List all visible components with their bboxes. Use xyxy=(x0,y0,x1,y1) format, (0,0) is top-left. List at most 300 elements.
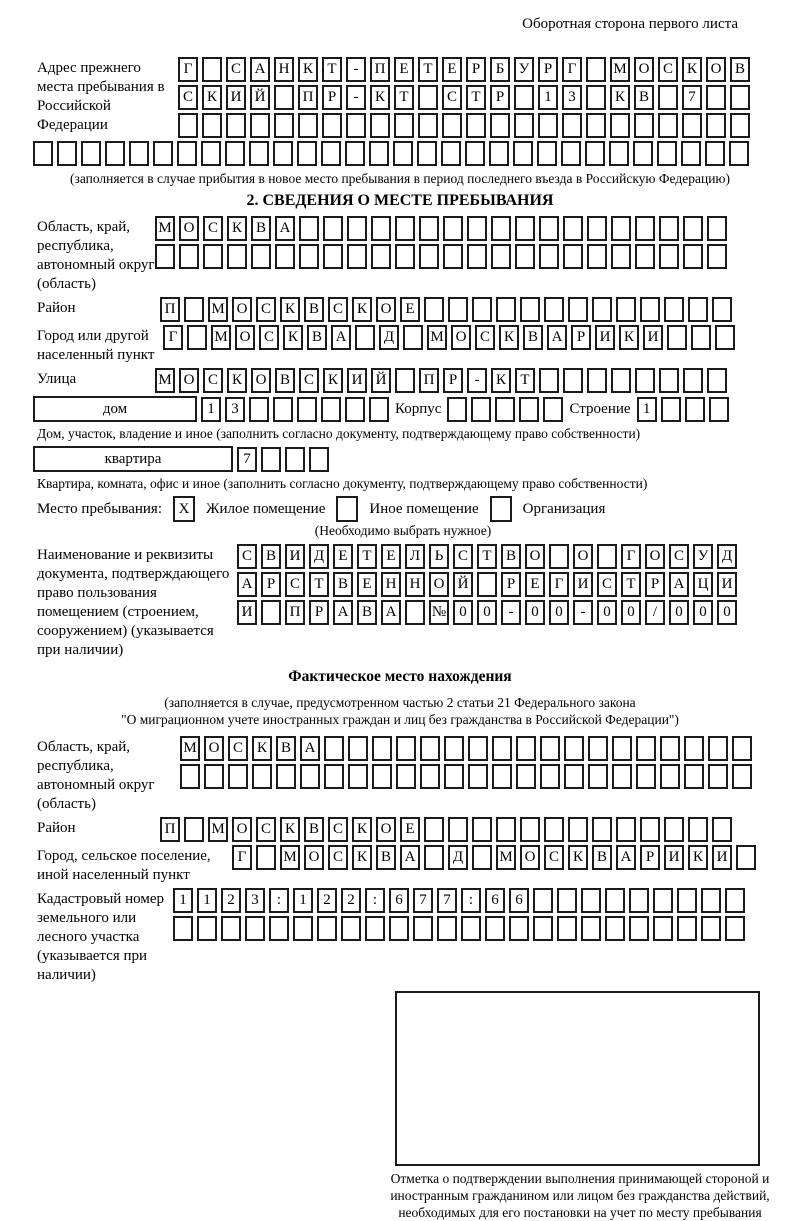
form-cell[interactable] xyxy=(442,113,462,138)
form-cell[interactable]: С xyxy=(453,544,473,569)
form-cell[interactable] xyxy=(444,764,464,789)
form-cell[interactable]: А xyxy=(669,572,689,597)
form-cell[interactable]: Е xyxy=(400,297,420,322)
form-cell[interactable]: С xyxy=(203,216,223,241)
form-cell[interactable] xyxy=(322,113,342,138)
form-cell[interactable]: 6 xyxy=(509,888,529,913)
form-cell[interactable] xyxy=(300,764,320,789)
form-cell[interactable]: Р xyxy=(571,325,591,350)
form-cell[interactable] xyxy=(321,397,341,422)
form-cell[interactable] xyxy=(730,113,750,138)
form-cell[interactable]: 7 xyxy=(413,888,433,913)
form-cell[interactable] xyxy=(129,141,149,166)
form-cell[interactable] xyxy=(261,447,281,472)
form-cell[interactable]: О xyxy=(304,845,324,870)
form-cell[interactable]: : xyxy=(269,888,289,913)
form-cell[interactable] xyxy=(660,764,680,789)
form-cell[interactable] xyxy=(405,600,425,625)
form-cell[interactable]: М xyxy=(155,216,175,241)
form-cell[interactable]: 2 xyxy=(221,888,241,913)
form-cell[interactable] xyxy=(611,244,631,269)
form-cell[interactable] xyxy=(369,397,389,422)
form-cell[interactable]: П xyxy=(298,85,318,110)
form-cell[interactable]: Т xyxy=(418,57,438,82)
form-cell[interactable]: : xyxy=(365,888,385,913)
form-cell[interactable] xyxy=(658,113,678,138)
form-cell[interactable]: С xyxy=(475,325,495,350)
form-cell[interactable]: О xyxy=(204,736,224,761)
form-cell[interactable]: В xyxy=(307,325,327,350)
form-cell[interactable] xyxy=(682,113,702,138)
form-cell[interactable] xyxy=(444,736,464,761)
form-cell[interactable]: С xyxy=(178,85,198,110)
form-cell[interactable]: 0 xyxy=(621,600,641,625)
form-cell[interactable] xyxy=(420,764,440,789)
form-cell[interactable]: М xyxy=(208,817,228,842)
checkbox-other-premises[interactable] xyxy=(336,496,358,522)
form-cell[interactable]: 1 xyxy=(201,397,221,422)
form-cell[interactable] xyxy=(221,916,241,941)
form-cell[interactable]: 1 xyxy=(293,888,313,913)
form-cell[interactable]: О xyxy=(645,544,665,569)
form-cell[interactable] xyxy=(173,916,193,941)
form-cell[interactable] xyxy=(557,888,577,913)
form-cell[interactable] xyxy=(201,141,221,166)
form-cell[interactable]: О xyxy=(520,845,540,870)
form-cell[interactable]: П xyxy=(160,817,180,842)
form-cell[interactable]: К xyxy=(227,216,247,241)
form-cell[interactable]: В xyxy=(304,297,324,322)
form-cell[interactable]: О xyxy=(573,544,593,569)
form-cell[interactable] xyxy=(557,916,577,941)
form-cell[interactable]: Б xyxy=(490,57,510,82)
form-cell[interactable] xyxy=(660,736,680,761)
form-cell[interactable] xyxy=(485,916,505,941)
form-cell[interactable] xyxy=(629,916,649,941)
form-cell[interactable] xyxy=(495,397,515,422)
form-cell[interactable]: С xyxy=(328,817,348,842)
form-cell[interactable] xyxy=(297,397,317,422)
form-cell[interactable] xyxy=(612,764,632,789)
form-cell[interactable] xyxy=(653,888,673,913)
form-cell[interactable] xyxy=(707,244,727,269)
form-cell[interactable]: К xyxy=(252,736,272,761)
form-cell[interactable] xyxy=(605,888,625,913)
form-cell[interactable] xyxy=(564,736,584,761)
form-cell[interactable] xyxy=(187,325,207,350)
form-cell[interactable]: 0 xyxy=(453,600,473,625)
form-cell[interactable] xyxy=(715,325,735,350)
form-cell[interactable] xyxy=(659,244,679,269)
form-cell[interactable] xyxy=(563,216,583,241)
form-cell[interactable] xyxy=(684,736,704,761)
form-cell[interactable]: А xyxy=(331,325,351,350)
form-cell[interactable] xyxy=(729,141,749,166)
form-cell[interactable] xyxy=(659,368,679,393)
form-cell[interactable] xyxy=(155,244,175,269)
form-cell[interactable] xyxy=(347,244,367,269)
form-cell[interactable] xyxy=(202,57,222,82)
form-cell[interactable]: С xyxy=(669,544,689,569)
form-cell[interactable] xyxy=(275,244,295,269)
form-cell[interactable]: К xyxy=(283,325,303,350)
form-cell[interactable] xyxy=(324,736,344,761)
form-cell[interactable] xyxy=(348,736,368,761)
form-cell[interactable] xyxy=(341,916,361,941)
form-cell[interactable]: С xyxy=(442,85,462,110)
form-cell[interactable] xyxy=(418,85,438,110)
form-cell[interactable] xyxy=(293,916,313,941)
form-cell[interactable] xyxy=(269,916,289,941)
form-cell[interactable] xyxy=(564,764,584,789)
form-cell[interactable]: А xyxy=(333,600,353,625)
form-cell[interactable] xyxy=(653,916,673,941)
form-cell[interactable]: Д xyxy=(309,544,329,569)
form-cell[interactable] xyxy=(563,244,583,269)
form-cell[interactable] xyxy=(323,216,343,241)
form-cell[interactable] xyxy=(537,141,557,166)
form-cell[interactable] xyxy=(581,888,601,913)
form-cell[interactable] xyxy=(677,888,697,913)
form-cell[interactable] xyxy=(371,244,391,269)
form-cell[interactable] xyxy=(252,764,272,789)
form-cell[interactable] xyxy=(203,244,223,269)
form-cell[interactable]: 7 xyxy=(682,85,702,110)
form-cell[interactable] xyxy=(468,736,488,761)
form-cell[interactable] xyxy=(701,888,721,913)
checkbox-residential[interactable]: X xyxy=(173,496,195,522)
form-cell[interactable]: 1 xyxy=(538,85,558,110)
form-cell[interactable] xyxy=(515,244,535,269)
form-cell[interactable]: Т xyxy=(515,368,535,393)
form-cell[interactable] xyxy=(324,764,344,789)
form-cell[interactable] xyxy=(443,244,463,269)
form-cell[interactable] xyxy=(725,916,745,941)
form-cell[interactable]: Е xyxy=(357,572,377,597)
form-cell[interactable] xyxy=(683,244,703,269)
form-cell[interactable] xyxy=(285,447,305,472)
form-cell[interactable]: С xyxy=(259,325,279,350)
form-cell[interactable]: С xyxy=(328,297,348,322)
form-cell[interactable]: К xyxy=(610,85,630,110)
form-cell[interactable] xyxy=(227,244,247,269)
form-cell[interactable] xyxy=(587,216,607,241)
form-cell[interactable] xyxy=(448,297,468,322)
form-cell[interactable] xyxy=(616,817,636,842)
form-cell[interactable] xyxy=(273,141,293,166)
form-cell[interactable]: П xyxy=(160,297,180,322)
form-cell[interactable]: 7 xyxy=(437,888,457,913)
form-cell[interactable]: И xyxy=(285,544,305,569)
form-cell[interactable] xyxy=(540,736,560,761)
form-cell[interactable] xyxy=(519,397,539,422)
form-cell[interactable]: А xyxy=(381,600,401,625)
form-cell[interactable] xyxy=(605,916,625,941)
form-cell[interactable]: - xyxy=(501,600,521,625)
form-cell[interactable] xyxy=(707,368,727,393)
form-cell[interactable] xyxy=(418,113,438,138)
form-cell[interactable]: 0 xyxy=(477,600,497,625)
form-cell[interactable]: К xyxy=(323,368,343,393)
form-cell[interactable] xyxy=(490,113,510,138)
form-cell[interactable]: 7 xyxy=(237,447,257,472)
form-cell[interactable] xyxy=(544,817,564,842)
form-cell[interactable] xyxy=(447,397,467,422)
form-cell[interactable] xyxy=(461,916,481,941)
form-cell[interactable]: С xyxy=(256,297,276,322)
form-cell[interactable]: О xyxy=(251,368,271,393)
form-cell[interactable] xyxy=(437,916,457,941)
form-cell[interactable]: Р xyxy=(490,85,510,110)
form-cell[interactable] xyxy=(420,736,440,761)
form-cell[interactable] xyxy=(372,764,392,789)
form-cell[interactable] xyxy=(592,297,612,322)
form-cell[interactable]: К xyxy=(227,368,247,393)
form-cell[interactable]: К xyxy=(682,57,702,82)
form-cell[interactable]: - xyxy=(467,368,487,393)
form-cell[interactable]: И xyxy=(664,845,684,870)
form-cell[interactable] xyxy=(317,916,337,941)
form-cell[interactable] xyxy=(394,113,414,138)
form-cell[interactable] xyxy=(664,817,684,842)
form-cell[interactable] xyxy=(683,368,703,393)
form-cell[interactable] xyxy=(563,368,583,393)
form-cell[interactable]: - xyxy=(573,600,593,625)
form-cell[interactable] xyxy=(586,85,606,110)
form-cell[interactable]: О xyxy=(429,572,449,597)
form-cell[interactable]: Г xyxy=(178,57,198,82)
form-cell[interactable] xyxy=(538,113,558,138)
form-cell[interactable]: В xyxy=(261,544,281,569)
form-cell[interactable]: К xyxy=(202,85,222,110)
form-cell[interactable] xyxy=(635,244,655,269)
form-cell[interactable]: 3 xyxy=(225,397,245,422)
form-cell[interactable] xyxy=(424,297,444,322)
form-cell[interactable]: К xyxy=(352,817,372,842)
form-cell[interactable]: - xyxy=(346,85,366,110)
form-cell[interactable] xyxy=(496,297,516,322)
form-cell[interactable]: Р xyxy=(261,572,281,597)
form-cell[interactable] xyxy=(441,141,461,166)
form-cell[interactable] xyxy=(365,916,385,941)
form-cell[interactable] xyxy=(683,216,703,241)
form-cell[interactable] xyxy=(688,817,708,842)
form-cell[interactable] xyxy=(424,817,444,842)
form-cell[interactable]: 3 xyxy=(562,85,582,110)
form-cell[interactable]: В xyxy=(523,325,543,350)
form-cell[interactable]: И xyxy=(643,325,663,350)
form-cell[interactable] xyxy=(184,297,204,322)
form-cell[interactable] xyxy=(424,845,444,870)
form-cell[interactable]: У xyxy=(693,544,713,569)
form-cell[interactable]: Р xyxy=(466,57,486,82)
form-cell[interactable] xyxy=(395,244,415,269)
form-cell[interactable]: С xyxy=(237,544,257,569)
form-cell[interactable]: 6 xyxy=(389,888,409,913)
form-cell[interactable]: И xyxy=(347,368,367,393)
form-cell[interactable]: П xyxy=(285,600,305,625)
form-cell[interactable]: Д xyxy=(379,325,399,350)
form-cell[interactable] xyxy=(561,141,581,166)
form-cell[interactable]: - xyxy=(346,57,366,82)
form-cell[interactable] xyxy=(471,397,491,422)
form-cell[interactable] xyxy=(633,141,653,166)
form-cell[interactable] xyxy=(309,447,329,472)
form-cell[interactable]: Г xyxy=(621,544,641,569)
form-cell[interactable] xyxy=(396,736,416,761)
form-cell[interactable] xyxy=(345,141,365,166)
form-cell[interactable] xyxy=(477,572,497,597)
form-cell[interactable] xyxy=(664,297,684,322)
form-cell[interactable] xyxy=(685,397,705,422)
form-cell[interactable] xyxy=(395,216,415,241)
form-cell[interactable] xyxy=(348,764,368,789)
form-cell[interactable]: Е xyxy=(525,572,545,597)
form-cell[interactable]: Й xyxy=(453,572,473,597)
form-cell[interactable]: К xyxy=(280,297,300,322)
form-cell[interactable]: Е xyxy=(333,544,353,569)
form-cell[interactable]: П xyxy=(419,368,439,393)
form-cell[interactable] xyxy=(403,325,423,350)
form-cell[interactable]: Р xyxy=(322,85,342,110)
form-cell[interactable] xyxy=(610,113,630,138)
form-cell[interactable]: Д xyxy=(717,544,737,569)
form-cell[interactable]: С xyxy=(226,57,246,82)
form-cell[interactable] xyxy=(611,216,631,241)
form-cell[interactable]: В xyxy=(376,845,396,870)
form-cell[interactable] xyxy=(472,297,492,322)
form-cell[interactable] xyxy=(515,216,535,241)
form-cell[interactable] xyxy=(396,764,416,789)
form-cell[interactable] xyxy=(256,845,276,870)
form-cell[interactable] xyxy=(179,244,199,269)
form-cell[interactable] xyxy=(597,544,617,569)
form-cell[interactable]: 0 xyxy=(597,600,617,625)
form-cell[interactable] xyxy=(180,764,200,789)
form-cell[interactable] xyxy=(245,916,265,941)
form-cell[interactable] xyxy=(609,141,629,166)
form-cell[interactable] xyxy=(658,85,678,110)
form-cell[interactable]: О xyxy=(232,817,252,842)
form-cell[interactable]: Ь xyxy=(429,544,449,569)
form-cell[interactable]: П xyxy=(370,57,390,82)
form-cell[interactable] xyxy=(395,368,415,393)
form-cell[interactable] xyxy=(226,113,246,138)
form-cell[interactable] xyxy=(568,297,588,322)
form-cell[interactable]: Т xyxy=(466,85,486,110)
form-cell[interactable]: В xyxy=(730,57,750,82)
form-cell[interactable] xyxy=(706,85,726,110)
form-cell[interactable] xyxy=(540,764,560,789)
form-cell[interactable] xyxy=(321,141,341,166)
form-cell[interactable]: Т xyxy=(309,572,329,597)
form-cell[interactable]: С xyxy=(256,817,276,842)
form-cell[interactable]: 3 xyxy=(245,888,265,913)
form-cell[interactable]: М xyxy=(427,325,447,350)
form-cell[interactable]: О xyxy=(451,325,471,350)
form-cell[interactable] xyxy=(616,297,636,322)
form-cell[interactable]: К xyxy=(298,57,318,82)
form-cell[interactable] xyxy=(712,817,732,842)
form-cell[interactable] xyxy=(491,244,511,269)
form-cell[interactable] xyxy=(389,916,409,941)
form-cell[interactable]: В xyxy=(251,216,271,241)
form-cell[interactable] xyxy=(251,244,271,269)
form-cell[interactable]: Н xyxy=(405,572,425,597)
form-cell[interactable] xyxy=(586,57,606,82)
form-cell[interactable]: Ц xyxy=(693,572,713,597)
form-cell[interactable] xyxy=(635,368,655,393)
form-cell[interactable] xyxy=(204,764,224,789)
form-cell[interactable]: М xyxy=(208,297,228,322)
form-cell[interactable]: О xyxy=(179,216,199,241)
form-cell[interactable]: К xyxy=(280,817,300,842)
form-cell[interactable] xyxy=(514,113,534,138)
form-cell[interactable]: Т xyxy=(394,85,414,110)
form-cell[interactable]: И xyxy=(573,572,593,597)
form-cell[interactable] xyxy=(588,764,608,789)
form-cell[interactable] xyxy=(225,141,245,166)
form-cell[interactable] xyxy=(688,297,708,322)
form-cell[interactable]: К xyxy=(352,297,372,322)
form-cell[interactable] xyxy=(492,736,512,761)
form-cell[interactable] xyxy=(299,216,319,241)
form-cell[interactable] xyxy=(184,817,204,842)
form-cell[interactable] xyxy=(489,141,509,166)
form-cell[interactable]: И xyxy=(712,845,732,870)
form-cell[interactable] xyxy=(636,736,656,761)
form-cell[interactable]: Д xyxy=(448,845,468,870)
form-cell[interactable] xyxy=(228,764,248,789)
form-cell[interactable] xyxy=(708,736,728,761)
form-cell[interactable] xyxy=(105,141,125,166)
form-cell[interactable] xyxy=(640,297,660,322)
form-cell[interactable] xyxy=(417,141,437,166)
form-cell[interactable]: О xyxy=(525,544,545,569)
form-cell[interactable]: 6 xyxy=(485,888,505,913)
form-cell[interactable] xyxy=(466,113,486,138)
form-cell[interactable] xyxy=(419,216,439,241)
form-cell[interactable] xyxy=(274,113,294,138)
form-cell[interactable]: : xyxy=(461,888,481,913)
form-cell[interactable]: Г xyxy=(163,325,183,350)
form-cell[interactable] xyxy=(539,216,559,241)
form-cell[interactable]: А xyxy=(400,845,420,870)
form-cell[interactable] xyxy=(298,113,318,138)
form-cell[interactable]: М xyxy=(610,57,630,82)
form-cell[interactable] xyxy=(197,916,217,941)
form-cell[interactable]: Т xyxy=(357,544,377,569)
form-cell[interactable] xyxy=(496,817,516,842)
form-cell[interactable]: Р xyxy=(309,600,329,625)
form-cell[interactable] xyxy=(346,113,366,138)
form-cell[interactable]: А xyxy=(237,572,257,597)
form-cell[interactable] xyxy=(299,244,319,269)
form-cell[interactable] xyxy=(684,764,704,789)
form-cell[interactable]: С xyxy=(299,368,319,393)
form-cell[interactable] xyxy=(691,325,711,350)
form-cell[interactable]: У xyxy=(514,57,534,82)
form-cell[interactable]: И xyxy=(717,572,737,597)
form-cell[interactable] xyxy=(513,141,533,166)
form-cell[interactable]: Г xyxy=(562,57,582,82)
form-cell[interactable]: 2 xyxy=(341,888,361,913)
form-cell[interactable]: Г xyxy=(232,845,252,870)
form-cell[interactable]: К xyxy=(499,325,519,350)
form-cell[interactable] xyxy=(586,113,606,138)
form-cell[interactable]: Й xyxy=(250,85,270,110)
form-cell[interactable]: К xyxy=(352,845,372,870)
